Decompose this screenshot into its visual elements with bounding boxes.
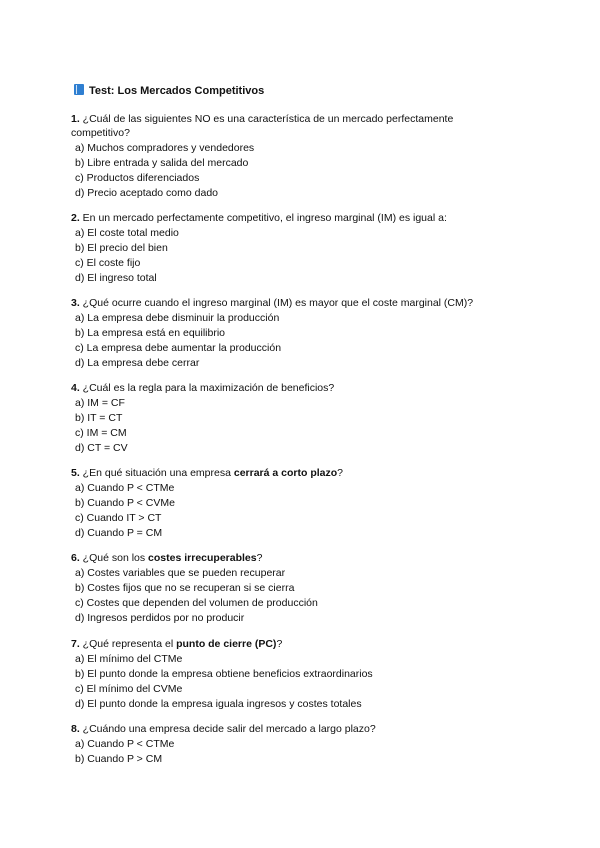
question-number: 2. [71,212,80,224]
option-b: b) Libre entrada y salida del mercado [75,157,249,169]
question-text-part: ¿Cuál es la regla para la maximización de beneficios? [79,382,335,394]
option-a: a) Costes variables que se pueden recuperar [75,567,286,579]
option-c: c) Productos diferenciados [75,172,200,184]
options-list [71,737,511,767]
question-text-part: ¿Qué ocurre cuando el ingreso marginal (IM) es mayor que el coste marginal (CM)? [79,297,474,309]
question-text-end: ? [337,467,343,479]
question-text [71,296,511,310]
option-b: b) Costes fijos que no se recuperan si se cierra [75,582,295,594]
option-b: b) Cuando P < CVMe [75,497,175,509]
options-list [71,481,511,541]
question-number: 4. [71,382,80,394]
option-c: c) Costes que dependen del volumen de producción [75,597,318,609]
option-d: d) Cuando P = CM [75,527,163,539]
option-d: d) Precio aceptado como dado [75,187,219,199]
question-text [71,551,511,565]
options-list [71,226,511,286]
question-2 [71,211,511,286]
book-icon [74,84,84,95]
option-c: c) Cuando IT > CT [75,512,162,524]
question-3 [71,296,511,371]
options-list [71,141,511,201]
question-text [71,211,511,225]
question-number: 3. [71,297,80,309]
option-b: b) El precio del bien [75,242,168,254]
option-a: a) Cuando P < CTMe [75,482,175,494]
options-list [71,566,511,626]
option-c: c) El mínimo del CVMe [75,683,183,695]
question-text-part: ¿Cuál de las siguientes NO es una característica de un mercado perfectamente competitivo? [71,113,454,139]
question-7 [71,637,511,712]
question-text-part: ¿En qué situación una empresa [79,467,234,479]
option-c: c) El coste fijo [75,257,141,269]
option-a: a) IM = CF [75,397,125,409]
option-a: a) El mínimo del CTMe [75,653,183,665]
question-8 [71,722,511,767]
option-b: b) El punto donde la empresa obtiene beneficios extraordinarios [75,668,373,680]
question-number: 1. [71,113,80,125]
option-b: b) IT = CT [75,412,123,424]
option-a: a) El coste total medio [75,227,179,239]
option-b: b) Cuando P > CM [75,753,163,765]
option-a: a) La empresa debe disminuir la producción [75,312,280,324]
option-b: b) La empresa está en equilibrio [75,327,226,339]
question-text-part: ¿Qué son los [79,552,149,564]
question-text [71,112,511,140]
option-d: d) El ingreso total [75,272,157,284]
question-1 [71,112,511,201]
question-text-part: ¿Cuándo una empresa decide salir del mercado a largo plazo? [79,723,376,735]
question-text-end: ? [276,638,283,650]
question-6 [71,551,511,626]
options-list [71,311,511,371]
option-c: c) IM = CM [75,427,127,439]
question-number: 6. [71,552,80,564]
question-4 [71,381,511,456]
option-d: d) La empresa debe cerrar [75,357,200,369]
question-5 [71,466,511,541]
title-text: Test: Los Mercados Competitivos [89,85,265,97]
question-text-part: En un mercado perfectamente competitivo, el ingreso marginal (IM) es igual a: [79,212,447,224]
option-a: a) Muchos compradores y vendedores [75,142,255,154]
option-d: d) El punto donde la empresa iguala ingresos y costes totales [75,698,362,710]
question-number: 5. [71,467,80,479]
question-emphasis: punto de cierre (PC) [176,638,277,650]
question-text [71,722,511,736]
question-number: 7. [71,638,80,650]
option-a: a) Cuando P < CTMe [75,738,175,750]
options-list [71,396,511,456]
question-text [71,466,511,480]
question-text [71,637,511,651]
question-emphasis: cerrará a corto plazo [233,467,338,479]
option-c: c) La empresa debe aumentar la producción [75,342,282,354]
option-d: d) Ingresos perdidos por no producir [75,612,245,624]
question-emphasis: costes irrecuperables [148,552,257,564]
question-number: 8. [71,723,80,735]
document-title [74,84,264,98]
question-text-end: ? [256,552,263,564]
question-text-part: ¿Qué representa el [79,638,177,650]
options-list [71,652,511,712]
option-d: d) CT = CV [75,442,128,454]
question-text [71,381,511,395]
